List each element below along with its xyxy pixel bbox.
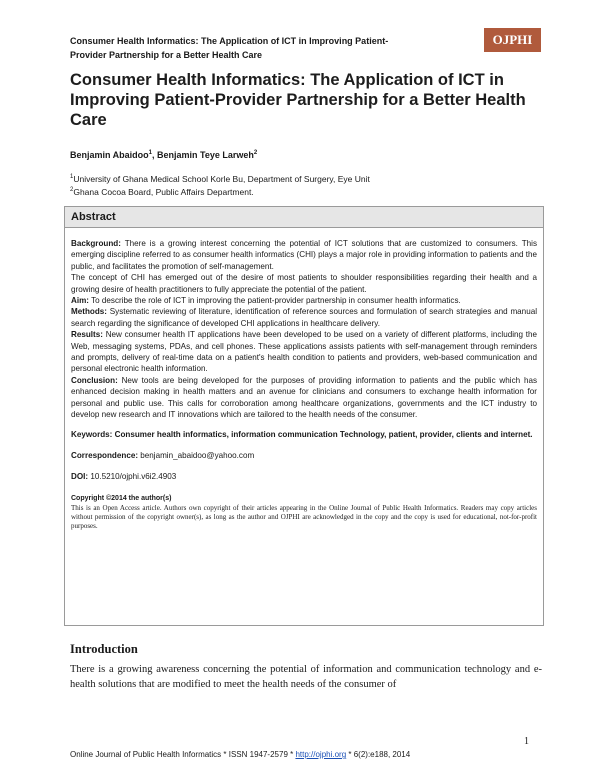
doi-value: 10.5210/ojphi.v6i2.4903	[88, 472, 177, 482]
affiliation-superscript: 1	[70, 174, 74, 180]
section-text: Systematic reviewing of literature, identification of reference sources and formulation of search strategies and manual search regarding the significance of developed CHI applications in healthcare delivery.	[71, 307, 537, 328]
doi-label: DOI:	[71, 472, 89, 482]
section-text: New tools are being developed for the purposes of providing information to patients and the public which has enhanced decision making in health matters and an avenue for clinicians and consumers to exchange health information for personal and public use. This calls for corroboration among healthcare organizations, governments and the ICT industry to develop new research and IT innovations which are tailored to the health needs of the consumer.	[71, 375, 537, 420]
abstract-background-cont: The concept of CHI has emerged out of the desire of most patients to shoulder responsibilities regarding their health and a growing desire of health practitioners to fully appreciate the potential of the patient.	[71, 273, 537, 294]
abstract-aim	[71, 295, 537, 306]
author-superscript: 2	[253, 150, 258, 156]
affiliation-text: Ghana Cocoa Board, Public Affairs Department.	[73, 187, 254, 198]
affiliation-2	[70, 185, 370, 198]
correspondence	[71, 450, 537, 461]
abstract-body	[65, 228, 543, 531]
abstract-background	[71, 238, 537, 272]
section-label: Conclusion:	[71, 375, 118, 385]
section-text: There is a growing interest concerning the potential of ICT solutions that are customized to consumers. This emerging discipline referred to as consumer health informatics (CHI) plays a major role in providing information to patients and the public, and facilitates the promotion of self-management.	[71, 239, 537, 271]
introduction-text: There is a growing awareness concerning the potential of information and communication technology and e-health solutions that are modified to meet the health needs of the consumer of	[70, 664, 542, 690]
footer	[70, 750, 410, 759]
section-label: Background:	[71, 239, 121, 248]
journal-link[interactable]: http://ojphi.org	[295, 750, 347, 759]
journal-logo: OJPHI	[484, 28, 541, 52]
author-separator: ,	[152, 150, 158, 160]
correspondence-label: Correspondence:	[71, 450, 139, 460]
abstract-conclusion	[71, 375, 537, 421]
affiliation-1	[70, 172, 370, 185]
copyright-text: This is an Open Access article. Authors own copyright of their articles appearing in the Online Journal of Public Health Informatics. Readers may copy articles without permission of the copyright owner(s), as long as the author and OJPHI are acknowledged in the copy and the copy is used for educational, not-for-profit purposes.	[71, 504, 537, 531]
abstract-methods	[71, 306, 537, 329]
doi	[71, 471, 537, 482]
page-number: 1	[524, 736, 529, 747]
section-label: Results:	[71, 330, 103, 340]
introduction-heading: Introduction	[70, 642, 138, 656]
section-text: To describe the role of ICT in improving the patient-provider partnership in consumer health informatics.	[89, 296, 461, 306]
section-label: Methods:	[71, 307, 107, 317]
author-superscript: 1	[148, 150, 153, 156]
abstract-box	[64, 206, 544, 626]
abstract-results	[71, 329, 537, 375]
footer-suffix: * 6(2):e188, 2014	[346, 750, 411, 759]
keywords: Keywords: Consumer health informatics, information communication Technology, patient, provider, clients and internet.	[71, 429, 533, 439]
correspondence-email[interactable]: benjamin_abaidoo@yahoo.com	[138, 450, 255, 460]
abstract-heading: Abstract	[65, 207, 543, 228]
author-name: Benjamin Teye Larweh	[157, 150, 254, 160]
author-line	[70, 150, 257, 160]
section-text: New consumer health IT applications have been developed to be used on a variety of different platforms, including the Web, messaging systems, PDAs, and cell phones. These applications assists patients with self-management through reminders and prompts, delivery of real-time data on a patient's health condition to patients and providers, web-based communication and personal electronic health information.	[71, 330, 537, 374]
article-title: Consumer Health Informatics: The Application of ICT in Improving Patient-Provider Partnership for a Better Health Care	[70, 71, 526, 129]
affiliation-superscript: 2	[70, 187, 74, 194]
copyright-heading: Copyright ©2014 the author(s)	[71, 494, 172, 502]
section-label: Aim:	[71, 296, 89, 306]
running-title: Consumer Health Informatics: The Application of ICT in Improving Patient-Provider Partnership for a Better Health Care	[70, 36, 389, 60]
affiliations	[70, 172, 370, 199]
affiliation-text: University of Ghana Medical School Korle Bu, Department of Surgery, Eye Unit	[73, 173, 370, 184]
footer-prefix: Online Journal of Public Health Informatics * ISSN 1947-2579 *	[70, 750, 296, 759]
author-name: Benjamin Abaidoo	[70, 150, 149, 160]
